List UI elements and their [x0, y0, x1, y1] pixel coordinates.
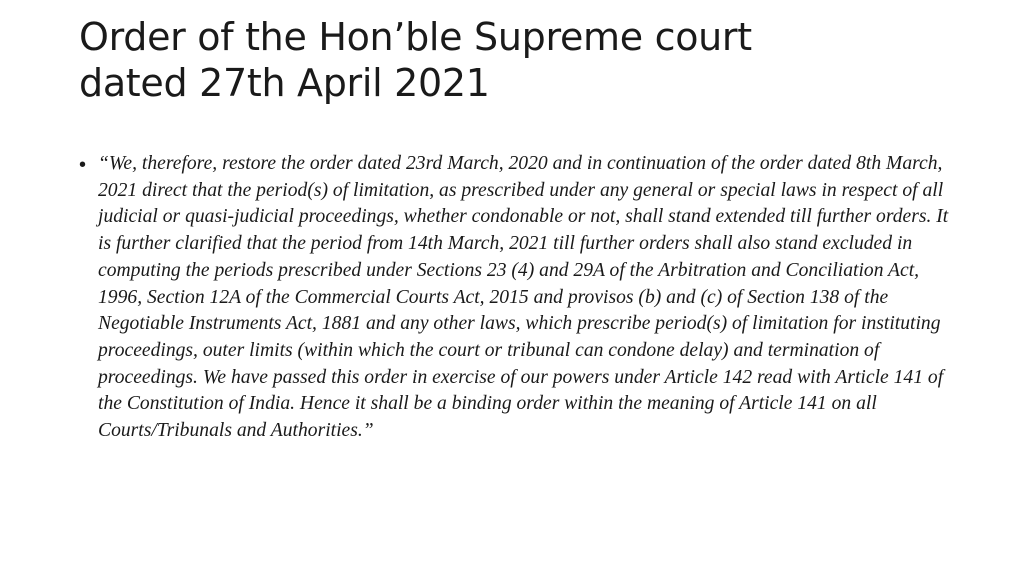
- slide-title: [79, 14, 979, 106]
- slide-title-line-2: dated 27th April 2021: [79, 61, 490, 105]
- slide-title-line-1: Order of the Hon’ble Supreme court: [79, 15, 752, 59]
- quote-text: “We, therefore, restore the order dated 23rd March, 2020 and in continuation of the order dated 8th March, 2021 direct that the period(s) of limitation, as prescribed under any general or special laws in respect of all judicial or quasi-judicial proceedings, whether condonable or not, shall stand extended till further orders. It is further clarified that the period from 14th March, 2021 till further orders shall also stand excluded in computing the periods prescribed under Sections 23 (4) and 29A of the Arbitration and Conciliation Act, 1996, Section 12A of the Commercial Courts Act, 2015 and provisos (b) and (c) of Section 138 of the Negotiable Instruments Act, 1881 and any other laws, which prescribe period(s) of limitation for instituting proceedings, outer limits (within which the court or tribunal can condone delay) and termination of proceedings. We have passed this order in exercise of our powers under Article 142 read with Article 141 of the Constitution of India. Hence it shall be a binding order within the meaning of Article 141 on all Courts/Tribunals and Authorities.”: [98, 153, 949, 442]
- list-item: [79, 151, 949, 445]
- bullet-icon: •: [79, 154, 87, 176]
- bullet-list: [79, 151, 949, 445]
